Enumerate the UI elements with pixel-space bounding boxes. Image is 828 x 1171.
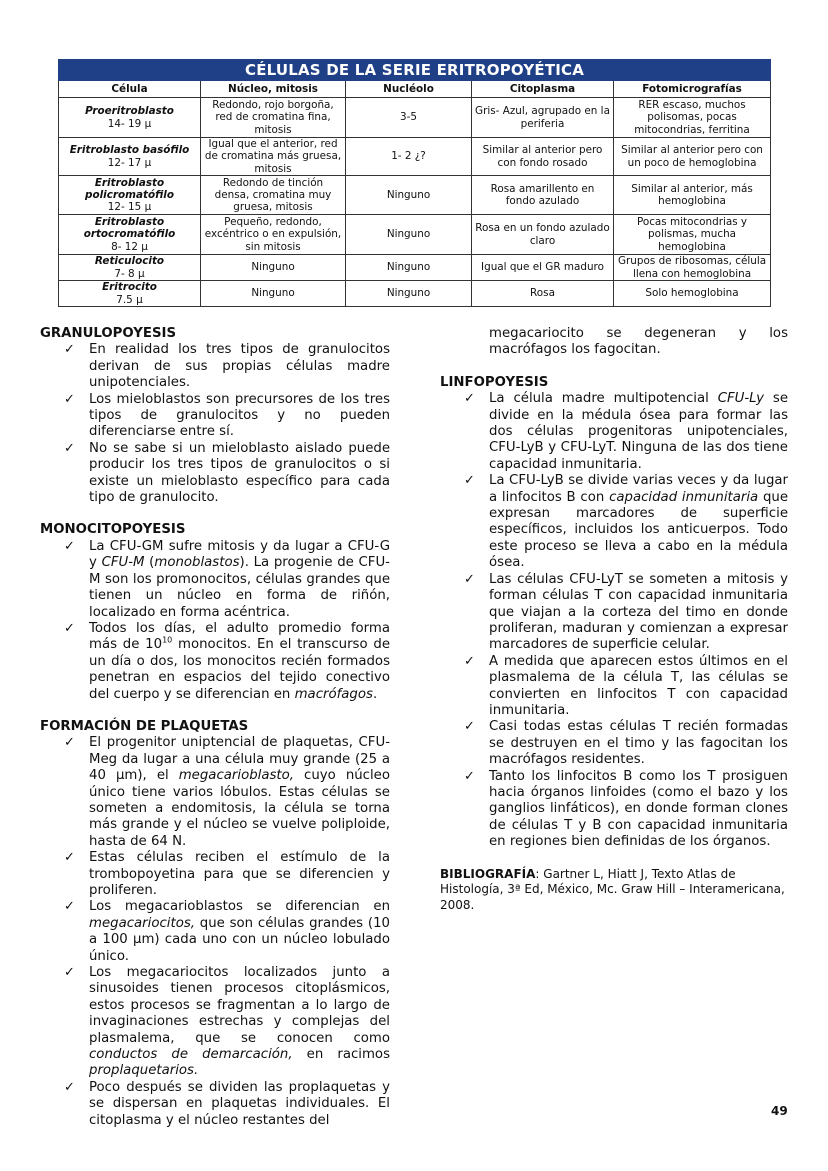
plaquetas-list — [40, 735, 390, 1129]
monocitopoyesis-list — [40, 539, 390, 703]
list-item: ✓ A medida que aparecen estos últimos en el plasmalema de la célula T, las células se convierten en linfocitos T con capacidad inmunitaria. — [464, 653, 788, 718]
check-icon: ✓ — [464, 473, 475, 489]
list-item: ✓ Las células CFU-LyT se someten a mitosis y forman células T con capacidad inmunitaria que viajan a la corteza del timo en donde proliferan, maduran y comienzan a expresar marcadores de superficie celular. — [464, 571, 788, 653]
header-nucleolus: Nucléolo — [346, 81, 472, 98]
header-cell: Célula — [59, 81, 201, 98]
plaquetas-continuation: megacariocito se degeneran y los macrófagos los fagocitan. — [489, 326, 788, 358]
header-photomicrographs: Fotomicrografías — [614, 81, 771, 98]
check-icon: ✓ — [64, 899, 75, 915]
cell-photo: Similar al anterior, más hemoglobina — [614, 176, 771, 215]
list-item: ✓ El progenitor uniptencial de plaquetas, CFU-Meg da lugar a una célula muy grande (25 a 40 µm), el megacarioblasto, cuyo núcleo único tiene varios lóbulos. Estas células se someten a endomitosis, la célula se torna más grande y el núcleo se vuelve poliploide, hasta de 64 N. — [64, 735, 390, 849]
cell-name: Eritroblasto basófilo 12- 17 µ — [59, 138, 201, 176]
page-number: 49 — [771, 1104, 788, 1118]
table-row — [59, 281, 771, 307]
header-nucleus: Núcleo, mitosis — [201, 81, 346, 98]
check-icon: ✓ — [64, 1079, 75, 1095]
cell-nucleolus: 3-5 — [346, 98, 472, 138]
cell-name: Reticulocito 7- 8 µ — [59, 255, 201, 281]
left-column — [40, 326, 390, 1129]
cell-nucleus: Igual que el anterior, red de cromatina más gruesa, mitosis — [201, 138, 346, 176]
list-item: ✓ No se sabe si un mieloblasto aislado puede producir los tres tipos de granulocitos o si existe un mieloblasto específico para cada tipo de granulocito. — [64, 440, 390, 506]
list-item: ✓ En realidad los tres tipos de granulocitos derivan de sus propias células madre unipotenciales. — [64, 342, 390, 391]
cell-name: Proeritroblasto 14- 19 µ — [59, 98, 201, 138]
cell-photo: RER escaso, muchos polisomas, pocas mitocondrias, ferritina — [614, 98, 771, 138]
list-item: ✓ Estas células reciben el estímulo de la trombopoyetina para que se diferencien y proliferen. — [64, 850, 390, 898]
bibliography-text: : Gartner L, Hiatt J, Texto Atlas de Histología, 3ª Ed, México, Mc. Graw Hill – Interamericana, 2008. — [440, 866, 785, 912]
cell-name: Eritrocito 7.5 µ — [59, 281, 201, 307]
check-icon: ✓ — [64, 440, 75, 456]
check-icon: ✓ — [64, 965, 75, 981]
table-row — [59, 255, 771, 281]
list-item: ✓ Los megacariocitos localizados junto a sinusoides tienen procesos citoplásmicos, estos procesos se fragmentan a lo largo de invaginaciones estrechas y complejas del plasmalema, que se conocen como conductos de demarcación, en racimos proplaquetarios. — [64, 965, 390, 1079]
check-icon: ✓ — [64, 850, 75, 866]
table-row — [59, 98, 771, 138]
cell-nucleus: Redondo, rojo borgoña, red de cromatina fina, mitosis — [201, 98, 346, 138]
cell-photo: Solo hemoglobina — [614, 281, 771, 307]
cell-photo: Pocas mitocondrias y polismas, mucha hemoglobina — [614, 215, 771, 255]
cell-cytoplasm: Rosa — [472, 281, 614, 307]
cell-cytoplasm: Rosa amarillento en fondo azulado — [472, 176, 614, 215]
cell-cytoplasm: Similar al anterior pero con fondo rosado — [472, 138, 614, 176]
check-icon: ✓ — [464, 653, 475, 669]
check-icon: ✓ — [464, 391, 475, 407]
cell-nucleus: Ninguno — [201, 255, 346, 281]
cell-nucleolus: Ninguno — [346, 281, 472, 307]
check-icon: ✓ — [64, 620, 75, 636]
list-item: ✓ La CFU-LyB se divide varias veces y da lugar a linfocitos B con capacidad inmunitaria que expresan marcadores de superficie específicos, incluidos los anticuerpos. Todo este proceso se lleva a cabo en la médula ósea. — [464, 473, 789, 571]
header-cytoplasm: Citoplasma — [472, 81, 614, 98]
erythropoietic-cells-table — [58, 59, 771, 307]
cell-nucleolus: Ninguno — [346, 176, 472, 215]
table-title: CÉLULAS DE LA SERIE ERITROPOYÉTICA — [59, 60, 771, 81]
list-item: ✓ Los mieloblastos son precursores de los tres tipos de granulocitos y no pueden diferenciarse entre sí. — [64, 391, 390, 440]
cell-cytoplasm: Gris- Azul, agrupado en la periferia — [472, 98, 614, 138]
cell-nucleus: Redondo de tinción densa, cromatina muy gruesa, mitosis — [201, 176, 346, 215]
cell-nucleolus: 1- 2 ¿? — [346, 138, 472, 176]
bibliography-label: BIBLIOGRAFÍA — [440, 866, 536, 881]
section-heading-linfopoyesis: LINFOPOYESIS — [440, 374, 549, 390]
cell-name: Eritroblasto ortocromatófilo 8- 12 µ — [59, 215, 201, 255]
check-icon: ✓ — [64, 735, 75, 751]
check-icon: ✓ — [464, 768, 475, 784]
cell-photo: Similar al anterior pero con un poco de hemoglobina — [614, 138, 771, 176]
cell-nucleolus: Ninguno — [346, 255, 472, 281]
list-item: ✓ Poco después se dividen las proplaquetas y se dispersan en plaquetas individuales. El citoplasma y el núcleo restantes del — [64, 1079, 390, 1128]
cell-name: Eritroblasto policromatófilo 12- 15 µ — [59, 176, 201, 215]
cell-nucleolus: Ninguno — [346, 215, 472, 255]
table-row — [59, 215, 771, 255]
cell-cytoplasm: Igual que el GR maduro — [472, 255, 614, 281]
table-row — [59, 138, 771, 176]
cell-nucleus: Pequeño, redondo, excéntrico o en expulsión, sin mitosis — [201, 215, 346, 255]
check-icon: ✓ — [464, 571, 475, 587]
right-column — [440, 326, 788, 913]
table-header-row — [59, 81, 771, 98]
check-icon: ✓ — [64, 538, 75, 554]
list-item: ✓ Tanto los linfocitos B como los T prosiguen hacia órganos linfoides (como el bazo y los ganglios linfáticos), en donde forman clones de células T y B con capacidad inmunitaria en regiones bien definidas de los órganos. — [464, 768, 788, 850]
list-item: ✓ Todos los días, el adulto promedio forma más de $10^{10}$ monocitos. En el transcurso de un día o dos, los monocitos recién formados penetran en espacios del tejido conectivo del cuerpo y se diferencian en macrófagos. — [64, 620, 390, 702]
section-heading-monocitopoyesis: MONOCITOPOYESIS — [40, 522, 186, 538]
linfopoyesis-list — [440, 391, 788, 850]
check-icon: ✓ — [464, 719, 475, 735]
cell-cytoplasm: Rosa en un fondo azulado claro — [472, 215, 614, 255]
table-row — [59, 176, 771, 215]
check-icon: ✓ — [64, 391, 75, 407]
section-heading-plaquetas: FORMACIÓN DE PLAQUETAS — [40, 718, 249, 734]
section-heading-granulopoyesis: GRANULOPOYESIS — [40, 326, 177, 341]
list-item: ✓ La CFU-GM sufre mitosis y da lugar a CFU-G y CFU-M (monoblastos). La progenie de CFU-M son los promonocitos, células grandes que tienen un núcleo en forma de riñón, localizado en forma acéntrica. — [64, 538, 390, 620]
list-item: ✓ Casi todas estas células T recién formadas se destruyen en el timo y las fagocitan los macrófagos residentes. — [464, 719, 788, 768]
list-item: ✓ La célula madre multipotencial CFU-Ly se divide en la médula ósea para formar las dos células progenitoras unipotenciales, CFU-LyB y CFU-LyT. Ninguna de las dos tiene capacidad inmunitaria. — [464, 391, 789, 472]
granulopoyesis-list — [40, 342, 390, 506]
cell-nucleus: Ninguno — [201, 281, 346, 307]
cell-photo: Grupos de ribosomas, célula llena con hemoglobina — [614, 255, 771, 281]
list-item: ✓ Los megacarioblastos se diferencian en megacariocitos, que son células grandes (10 a 100 µm) cada uno con un núcleo lobulado único. — [64, 899, 390, 964]
check-icon: ✓ — [64, 342, 75, 358]
bibliography — [440, 867, 788, 914]
